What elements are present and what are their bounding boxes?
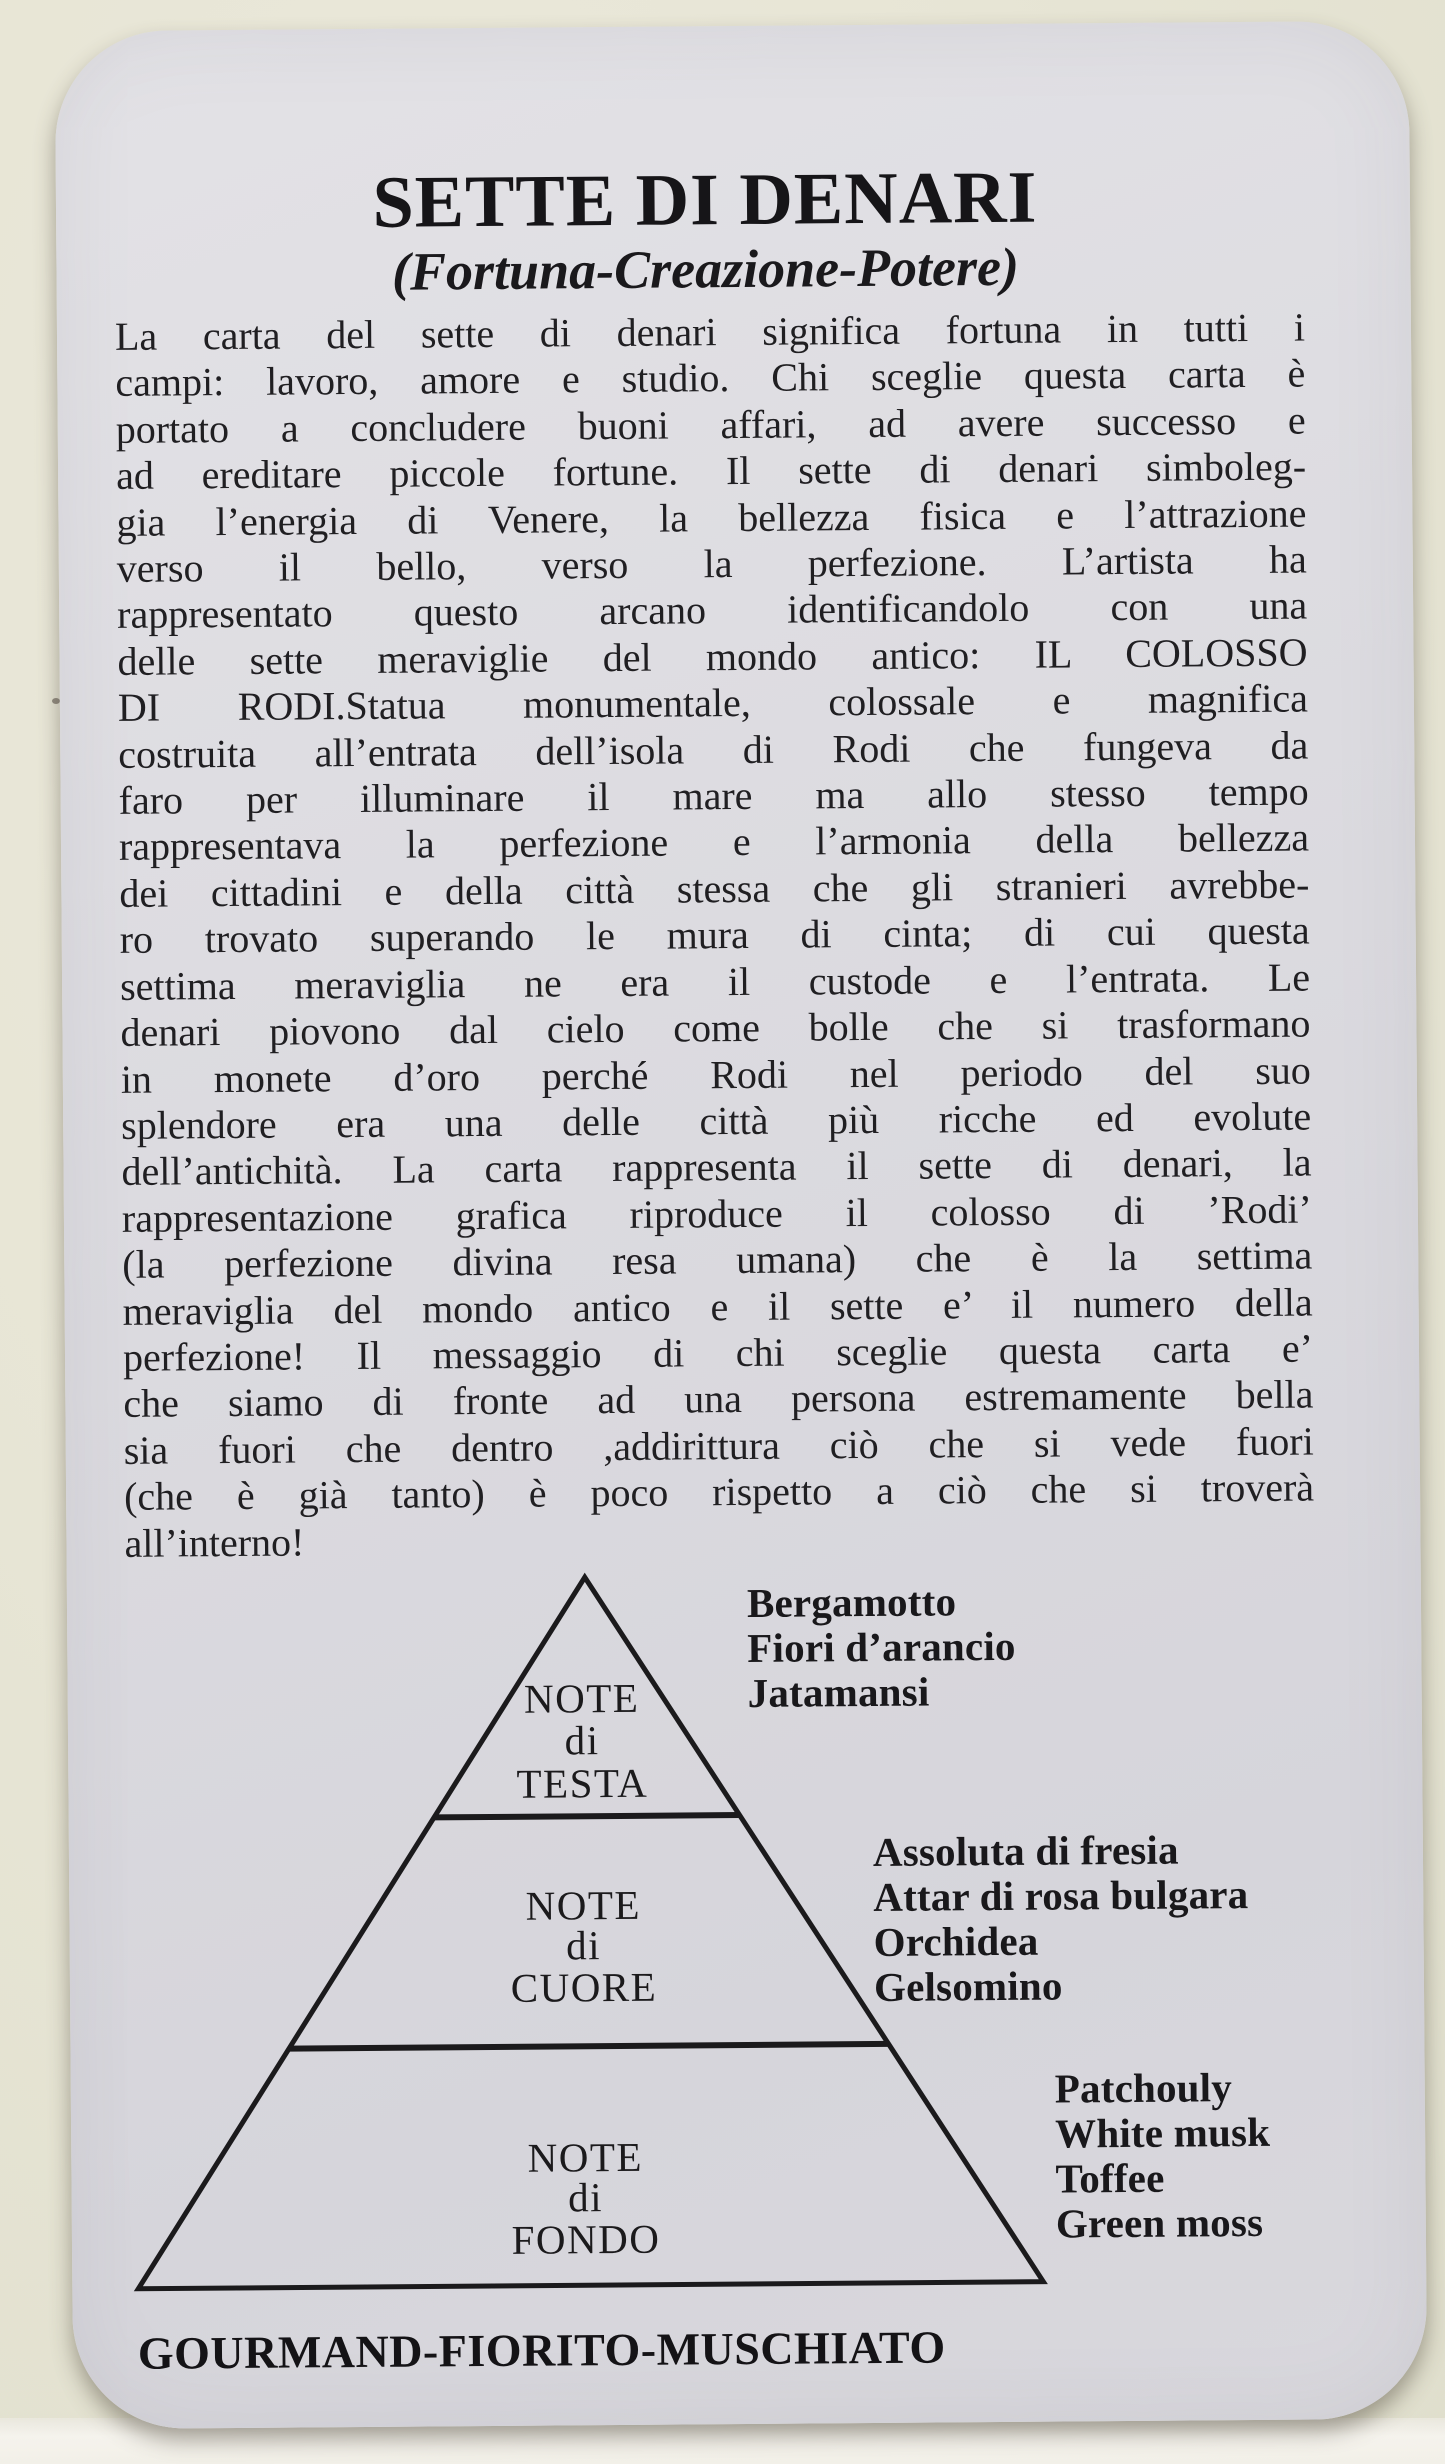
tier-label-cuore: di [566,1922,602,1969]
body-line: all’interno! [124,1519,305,1566]
body-line: dei cittadini e della città stessa che gli stranieri avrebbe- [119,861,1310,916]
body-line: faro per illuminare il mare ma allo stesso tempo [118,768,1309,823]
body-line: perfezione! Il messaggio di chi sceglie questa carta e’ [122,1325,1314,1380]
tier-divider-bottom [289,2044,888,2049]
body-line: (che è già tanto) è poco rispetto a ciò che si troverà [123,1464,1315,1520]
body-line: (la perfezione divina resa umana) che è la settima [122,1232,1313,1287]
tier-label-fondo: NOTE [527,2133,644,2181]
note-item: Jatamansi [747,1668,930,1716]
body-line: verso il bello, verso la perfezione. L’artista ha [116,536,1307,591]
card [55,21,1428,2430]
card-body-text [115,305,1315,1567]
note-item: Patchouly [1054,2064,1233,2112]
fragrance-family-caption: GOURMAND-FIORITO-MUSCHIATO [137,2321,946,2379]
note-item: Assoluta di fresia [872,1826,1179,1875]
body-line: che siamo di fronte ad una persona estremamente bella [123,1371,1314,1427]
body-line: delle sette meraviglie del mondo antico: IL COLOSSO [117,629,1308,684]
body-line: La carta del sette di denari significa fortuna in tutti i [114,304,1306,359]
dust-speck [52,698,60,704]
body-line: denari piovono dal cielo come bolle che si trasformano [120,1000,1311,1055]
tier-label-cuore: CUORE [510,1963,658,2011]
body-line: in monete d’oro perché Rodi nel periodo del suo [120,1047,1311,1102]
body-line: sia fuori che dentro ,addirittura ciò che si vede fuori [123,1418,1314,1473]
note-item: Fiori d’arancio [747,1622,1016,1671]
heart-notes-list [873,1827,1250,2010]
note-item: White musk [1054,2108,1271,2157]
tier-label-fondo: di [567,2174,604,2221]
tier-divider-top [434,1815,740,1817]
body-line: rappresentava la perfezione e l’armonia della bellezza [118,814,1310,870]
body-line: DI RODI.Statua monumentale, colossale e magnifica [117,675,1309,731]
tier-label-fondo: FONDO [511,2215,661,2263]
tier-label-testa: NOTE [523,1674,640,1722]
page-subtitle: (Fortuna-Creazione-Potere) [391,236,1020,302]
page-title: SETTE DI DENARI [372,156,1038,244]
body-line: campi: lavoro, amore e studio. Chi sceglie questa carta è [115,350,1306,406]
body-line: portato a concludere buoni affari, ad avere successo e [115,397,1306,452]
top-notes-list [747,1579,1016,1716]
body-line: ad ereditare piccole fortune. Il sette di denari simboleg- [115,443,1307,499]
body-line: settima meraviglia ne era il custode e l’entrata. Le [119,954,1311,1009]
tier-label-testa: TESTA [516,1759,649,1807]
body-line: rappresentato questo arcano identificandolo con una [117,582,1308,638]
body-line: meraviglia del mondo antico e il sette e’ il numero della [122,1279,1313,1334]
note-item: Green moss [1055,2198,1264,2247]
note-item: Bergamotto [746,1578,957,1626]
note-item: Toffee [1055,2154,1165,2202]
note-item: Attar di rosa bulgara [873,1871,1249,1920]
tier-label-cuore: NOTE [525,1881,642,1929]
note-item: Gelsomino [873,1962,1063,2010]
body-line: splendore era una delle città più ricche ed evolute [121,1093,1312,1148]
base-notes-list [1055,2065,1271,2247]
body-line: costruita all’entrata dell’isola di Rodi che fungeva da [118,722,1309,777]
body-line: ro trovato superando le mura di cinta; di cui questa [119,907,1310,963]
tier-label-testa: di [564,1717,600,1764]
body-line: rappresentazione grafica riproduce il colosso di ’Rodi’ [121,1186,1313,1241]
note-item: Orchidea [873,1917,1039,1965]
body-line: dell’antichità. La carta rappresenta il sette di denari, la [121,1139,1312,1195]
body-line: gia l’energia di Venere, la bellezza fisica e l’attrazione [116,490,1307,545]
